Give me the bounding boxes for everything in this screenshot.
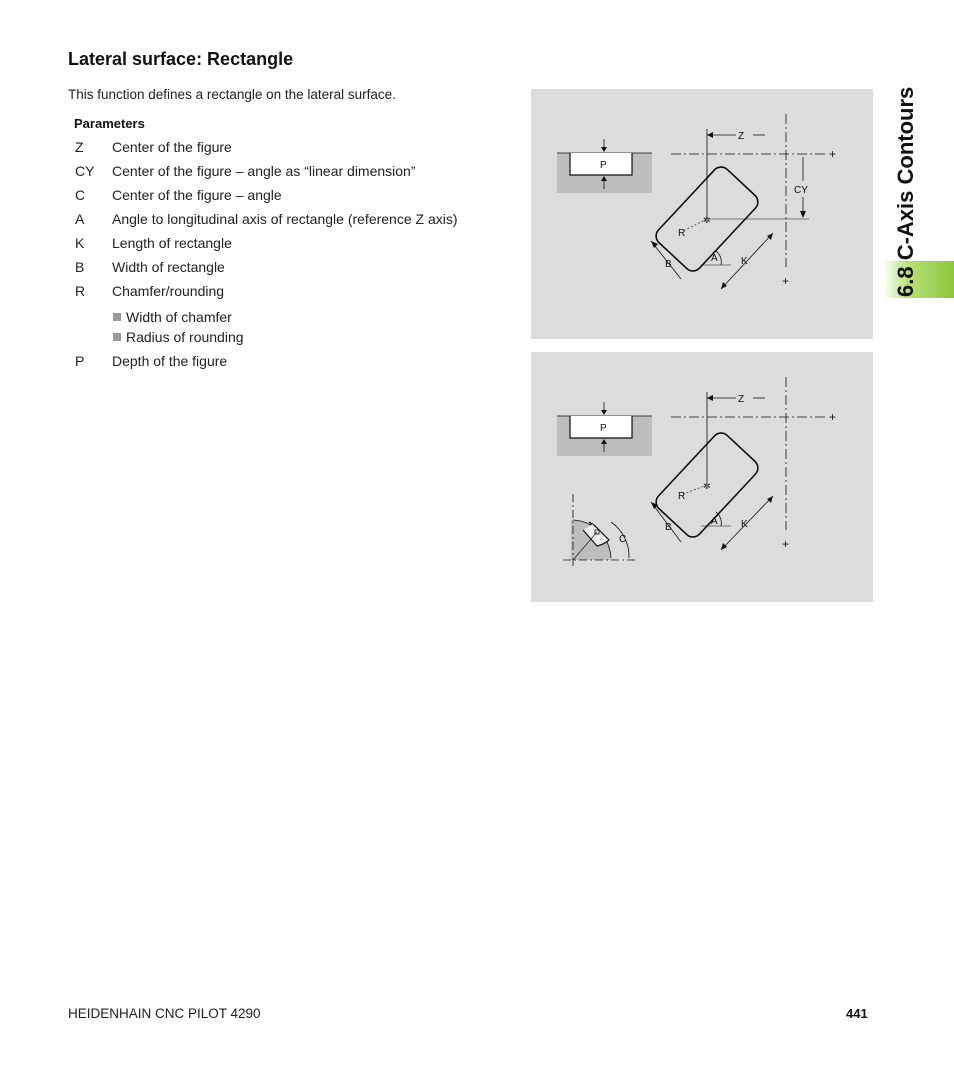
label-p: P <box>600 160 607 171</box>
page-number: 441 <box>846 1006 868 1021</box>
svg-text:+: + <box>829 147 837 161</box>
param-key: K <box>75 235 85 251</box>
square-bullet-icon <box>113 333 121 341</box>
parameters-heading: Parameters <box>74 116 145 131</box>
label-k: K <box>741 519 748 530</box>
label-z: Z <box>738 131 745 142</box>
figure-rectangle-cy <box>531 89 873 339</box>
label-b: B <box>665 522 672 533</box>
square-bullet-icon <box>113 313 121 321</box>
param-desc: Center of the figure – angle as “linear dimension” <box>112 163 416 179</box>
label-r: R <box>678 228 686 239</box>
param-key: CY <box>75 163 95 179</box>
param-key: Z <box>75 139 84 155</box>
chapter-title: 6.8 C-Axis Contours <box>893 86 918 297</box>
param-desc: Chamfer/rounding <box>112 283 225 299</box>
svg-text:+: + <box>829 410 837 424</box>
label-z: Z <box>738 394 745 405</box>
param-desc: Width of rectangle <box>112 259 225 275</box>
label-p: P <box>600 423 607 434</box>
footer-product: HEIDENHAIN CNC PILOT 4290 <box>68 1006 261 1021</box>
param-desc: Angle to longitudinal axis of rectangle (reference Z axis) <box>112 211 458 227</box>
r-option-label: Width of chamfer <box>126 309 232 325</box>
param-key: A <box>75 211 85 227</box>
param-key: R <box>75 283 86 299</box>
r-option-rounding <box>113 329 244 345</box>
param-key: C <box>75 187 86 203</box>
svg-text:✲: ✲ <box>703 481 711 491</box>
label-cy: CY <box>794 185 808 196</box>
label-a: A <box>711 253 718 264</box>
figure-rectangle-c <box>531 352 873 602</box>
param-desc: Length of rectangle <box>112 235 232 251</box>
param-key: P <box>75 353 85 369</box>
param-desc: Center of the figure – angle <box>112 187 282 203</box>
svg-text:+: + <box>782 537 790 551</box>
param-key: B <box>75 259 85 275</box>
param-desc: Center of the figure <box>112 139 232 155</box>
r-option-chamfer <box>113 309 232 325</box>
section-title: Lateral surface: Rectangle <box>68 49 294 69</box>
label-k: K <box>741 256 748 267</box>
label-a: A <box>711 516 718 527</box>
intro-text: This function defines a rectangle on the lateral surface. <box>68 87 396 102</box>
label-b: B <box>665 259 672 270</box>
svg-text:✲: ✲ <box>703 215 711 225</box>
label-r: R <box>678 491 686 502</box>
r-option-label: Radius of rounding <box>126 329 244 345</box>
param-desc: Depth of the figure <box>112 353 228 369</box>
label-c: C <box>619 534 627 545</box>
svg-text:+: + <box>782 274 790 288</box>
